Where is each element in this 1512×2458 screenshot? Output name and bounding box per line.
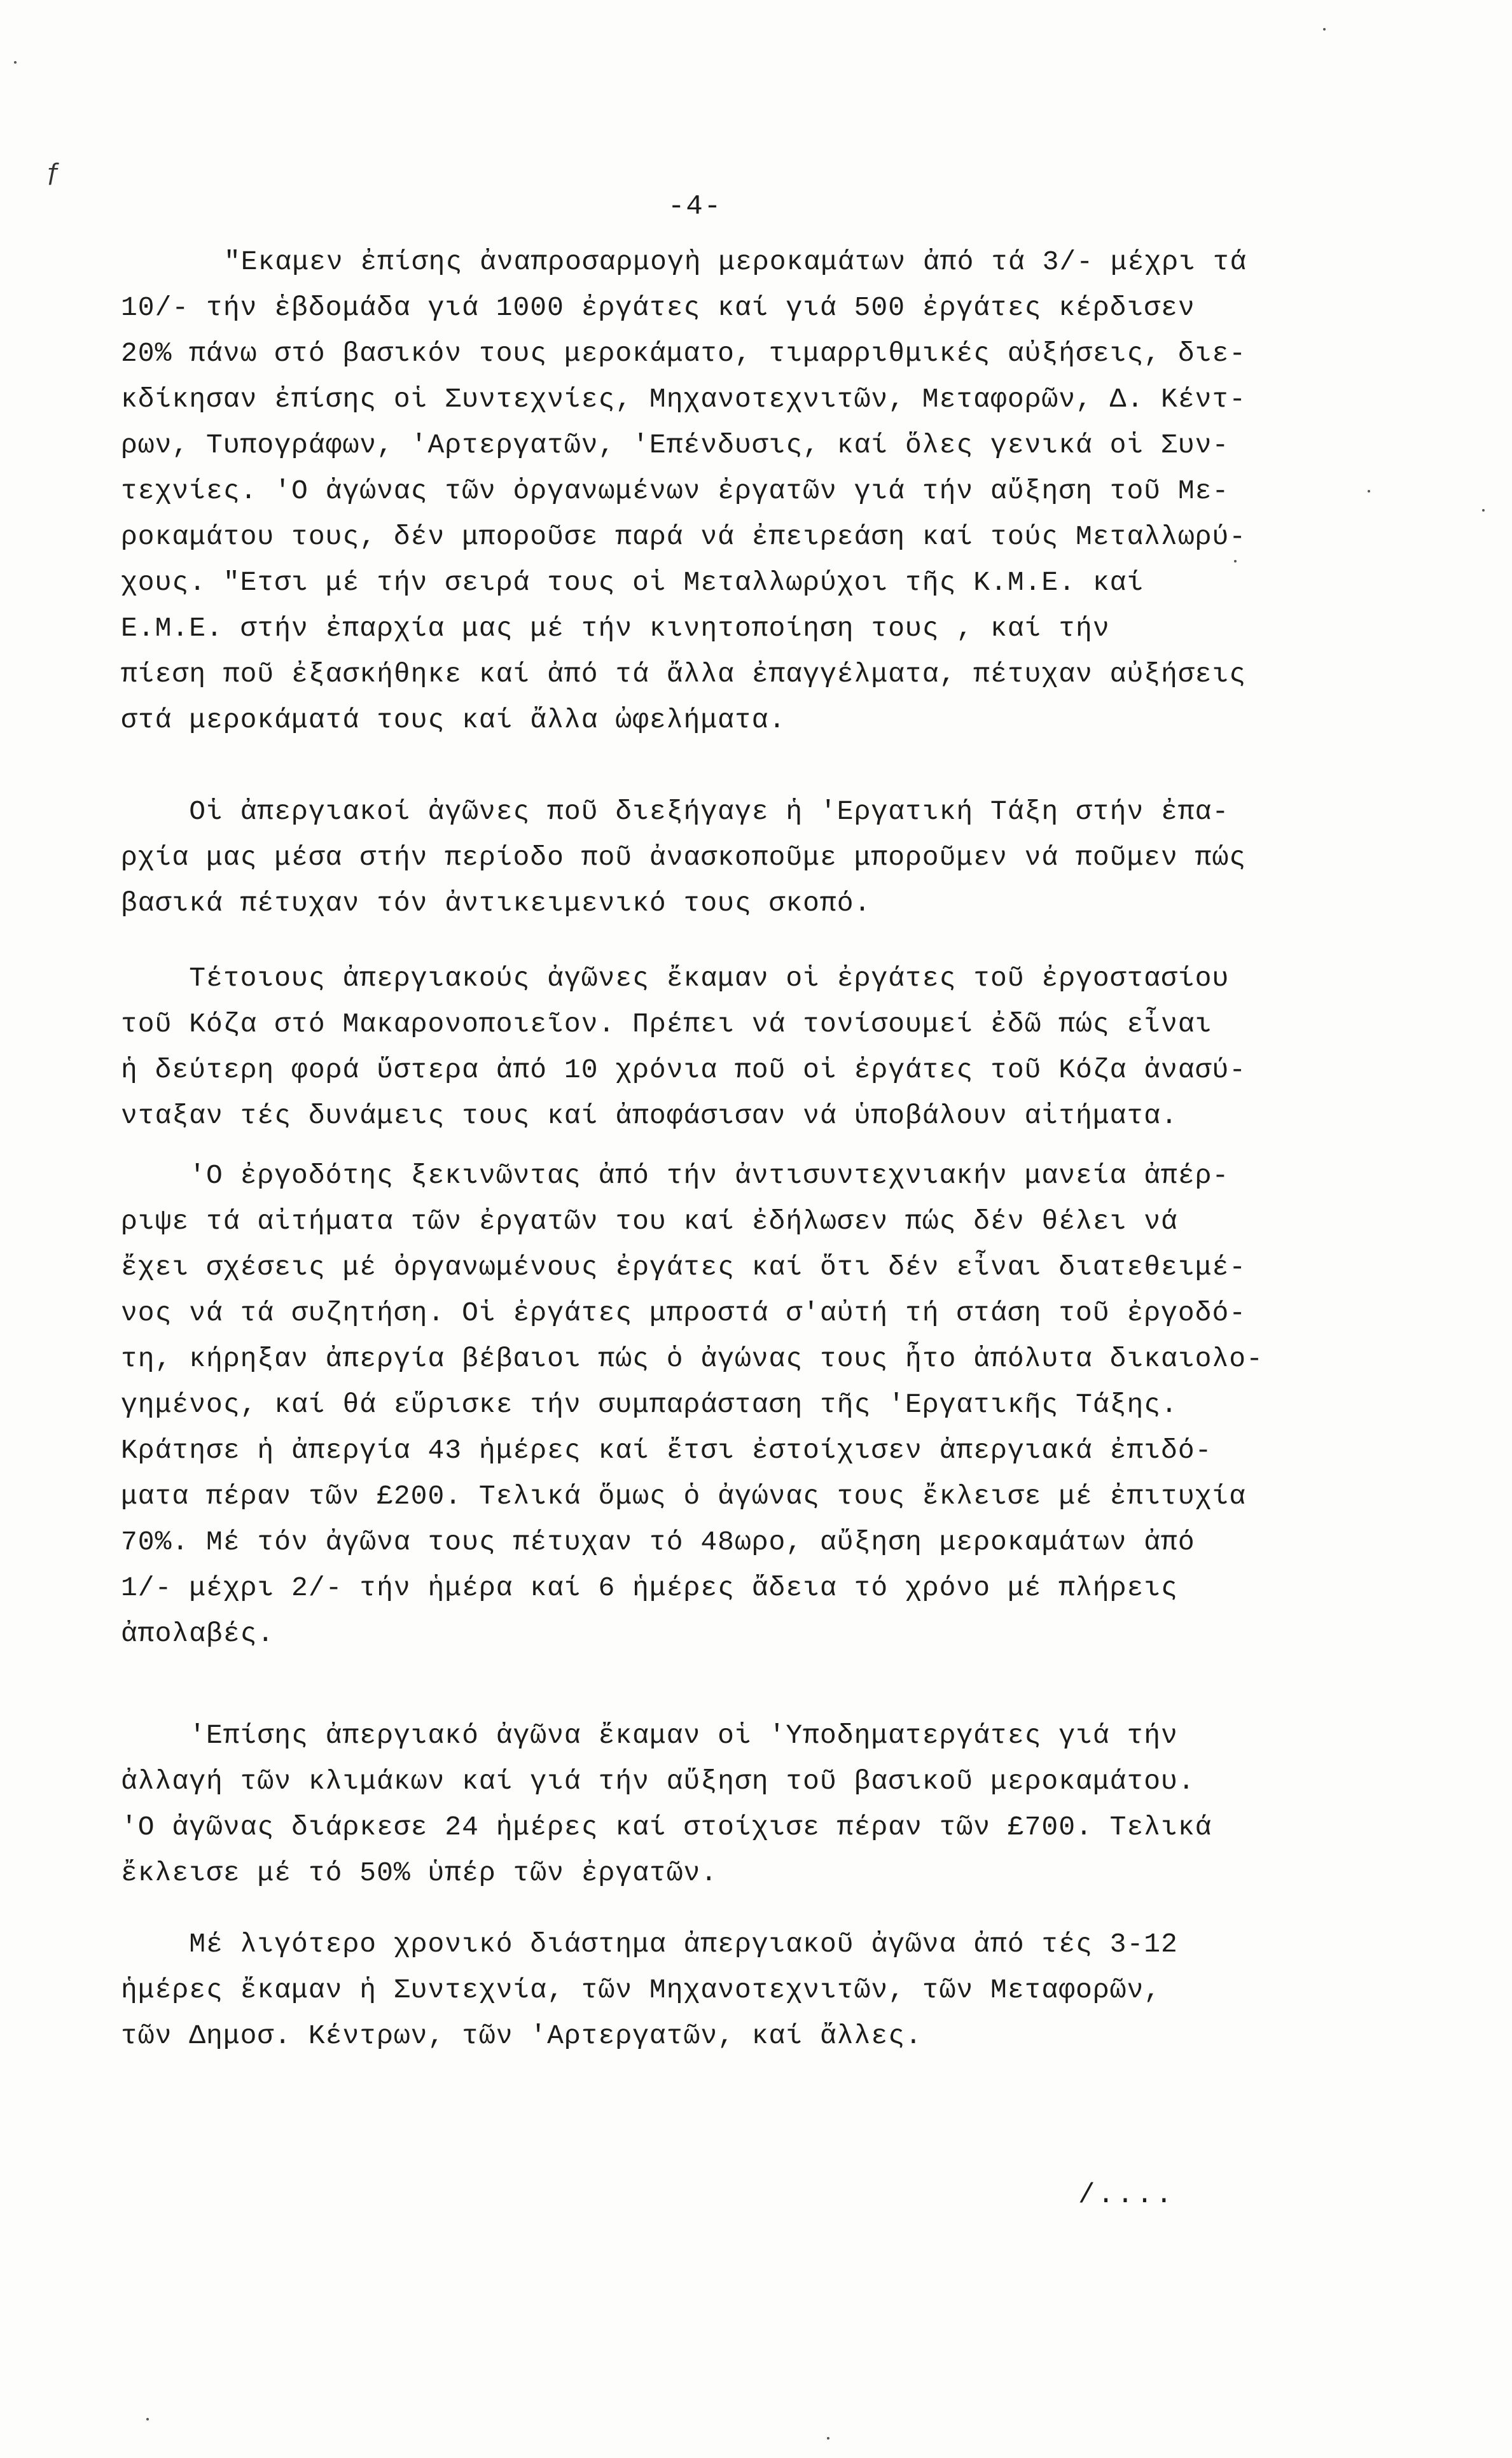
text-line: νος νά τά συζητήση. Οἱ ἐργάτες μπροστά σ'αὐτή τή στάση τοῦ ἐργοδό- bbox=[121, 1297, 1247, 1329]
text-line: 70%. Μέ τόν ἀγῶνα τους πέτυχαν τό 48ωρο, αὔξηση μεροκαμάτων ἀπό bbox=[121, 1526, 1195, 1558]
scan-speck bbox=[14, 61, 17, 64]
text-line: 20% πάνω στό βασικόν τους μεροκάματο, τιμαρριθμικές αὐξήσεις, διε- bbox=[121, 338, 1247, 369]
text-line: κδίκησαν ἐπίσης οἱ Συντεχνίες, Μηχανοτεχνιτῶν, Μεταφορῶν, Δ. Κέντ- bbox=[121, 384, 1247, 415]
scan-speck bbox=[146, 2418, 149, 2420]
text-line: τοῦ Κόζα στό Μακαρονοποιεῖον. Πρέπει νά τονίσουμεί ἐδῶ πώς εἶναι bbox=[121, 1009, 1212, 1040]
text-line: ἡ δεύτερη φορά ὕστερα ἀπό 10 χρόνια ποῦ οἱ ἐργάτες τοῦ Κόζα ἀνασύ- bbox=[121, 1054, 1247, 1086]
scan-speck bbox=[827, 2437, 829, 2440]
text-line: τεχνίες. 'Ο ἀγώνας τῶν ὀργανωμένων ἐργατῶν γιά τήν αὔξηση τοῦ Με- bbox=[121, 475, 1230, 506]
scan-speck bbox=[1482, 509, 1485, 512]
text-line: τῶν Δημοσ. Κέντρων, τῶν 'Αρτεργατῶν, καί ἄλλες. bbox=[121, 2020, 922, 2051]
text-line: "Εκαμεν ἐπίσης ἀναπροσαρμογὴ μεροκαμάτων ἀπό τά 3/- μέχρι τά bbox=[224, 246, 1247, 277]
text-line: ἔκλεισε μέ τό 50% ὑπέρ τῶν ἐργατῶν. bbox=[121, 1857, 718, 1889]
text-line: Τέτοιους ἀπεργιακούς ἀγῶνες ἔκαμαν οἱ ἐργάτες τοῦ ἐργοστασίου bbox=[121, 963, 1230, 994]
text-line: χους. "Ετσι μέ τήν σειρά τους οἱ Μεταλλωρύχοι τῆς Κ.Μ.Ε. καί bbox=[121, 567, 1144, 598]
scan-speck bbox=[1368, 490, 1370, 492]
text-line: Ε.Μ.Ε. στήν ἐπαρχία μας μέ τήν κινητοποίηση τους , καί τήν bbox=[121, 613, 1110, 644]
text-line: 1/- μέχρι 2/- τήν ἡμέρα καί 6 ἡμέρες ἄδεια τό χρόνο μέ πλήρεις bbox=[121, 1572, 1178, 1603]
text-line: τη, κήρηξαν ἀπεργία βέβαιοι πώς ὁ ἀγώνας τους ἦτο ἀπόλυτα δικαιολο- bbox=[121, 1343, 1263, 1374]
page-number: -4- bbox=[668, 191, 723, 223]
text-line: ριψε τά αἰτήματα τῶν ἐργατῶν του καί ἐδήλωσεν πώς δέν θέλει νά bbox=[121, 1206, 1178, 1237]
text-line: ρχία μας μέσα στήν περίοδο ποῦ ἀνασκοποῦμε μποροῦμεν νά ποῦμεν πώς bbox=[121, 842, 1247, 873]
text-line: νταξαν τές δυνάμεις τους καί ἀποφάσισαν νά ὑποβάλουν αἰτήματα. bbox=[121, 1100, 1178, 1131]
corner-mark: ƒ bbox=[46, 159, 62, 188]
text-line: ἀλλαγή τῶν κλιμάκων καί γιά τήν αὔξηση τοῦ βασικοῦ μεροκαμάτου. bbox=[121, 1766, 1195, 1797]
text-line: ἀπολαβές. bbox=[121, 1618, 275, 1649]
text-line: 'Επίσης ἀπεργιακό ἀγῶνα ἔκαμαν οἱ 'Υποδηματεργάτες γιά τήν bbox=[121, 1720, 1178, 1751]
text-line: Κράτησε ἡ ἀπεργία 43 ἡμέρες καί ἔτσι ἐστοίχισεν ἀπεργιακά ἐπιδό- bbox=[121, 1435, 1212, 1466]
text-line: ἔχει σχέσεις μέ ὀργανωμένους ἐργάτες καί ὅτι δέν εἶναι διατεθειμέ- bbox=[121, 1252, 1247, 1283]
continuation-mark: /.... bbox=[1078, 2179, 1176, 2211]
text-line: Οἱ ἀπεργιακοί ἀγῶνες ποῦ διεξήγαγε ἡ 'Εργατική Τάξη στήν ἐπα- bbox=[121, 796, 1230, 827]
text-line: 'Ο ἀγῶνας διάρκεσε 24 ἡμέρες καί στοίχισε πέραν τῶν £700. Τελικά bbox=[121, 1812, 1212, 1843]
text-line: πίεση ποῦ ἐξασκήθηκε καί ἀπό τά ἄλλα ἐπαγγέλματα, πέτυχαν αὐξήσεις bbox=[121, 659, 1247, 690]
text-line: βασικά πέτυχαν τόν ἀντικειμενικό τους σκοπό. bbox=[121, 888, 871, 919]
text-line: ρων, Τυπογράφων, 'Αρτεργατῶν, 'Επένδυσις, καί ὅλες γενικά οἱ Συν- bbox=[121, 429, 1230, 461]
text-line: γημένος, καί θά εὕρισκε τήν συμπαράσταση τῆς 'Εργατικῆς Τάξης. bbox=[121, 1389, 1178, 1420]
text-line: ἡμέρες ἔκαμαν ἡ Συντεχνία, τῶν Μηχανοτεχνιτῶν, τῶν Μεταφορῶν, bbox=[121, 1974, 1162, 2006]
scan-speck bbox=[1323, 28, 1326, 31]
text-line: 10/- τήν ἑβδομάδα γιά 1000 ἐργάτες καί γιά 500 ἐργάτες κέρδισεν bbox=[121, 292, 1195, 323]
text-line: στά μεροκάματά τους καί ἄλλα ὠφελήματα. bbox=[121, 704, 786, 736]
text-line: 'Ο ἐργοδότης ξεκινῶντας ἀπό τήν ἀντισυντεχνιακήν μανεία ἀπέρ- bbox=[121, 1160, 1230, 1191]
text-line: Μέ λιγότερο χρονικό διάστημα ἀπεργιακοῦ ἀγῶνα ἀπό τές 3-12 bbox=[121, 1929, 1178, 1960]
text-line: ροκαμάτου τους, δέν μποροῦσε παρά νά ἐπειρεάση καί τούς Μεταλλωρύ- bbox=[121, 521, 1247, 552]
scan-speck bbox=[1234, 560, 1237, 562]
text-line: ματα πέραν τῶν £200. Τελικά ὅμως ὁ ἀγώνας τους ἔκλεισε μέ ἐπιτυχία bbox=[121, 1481, 1247, 1512]
